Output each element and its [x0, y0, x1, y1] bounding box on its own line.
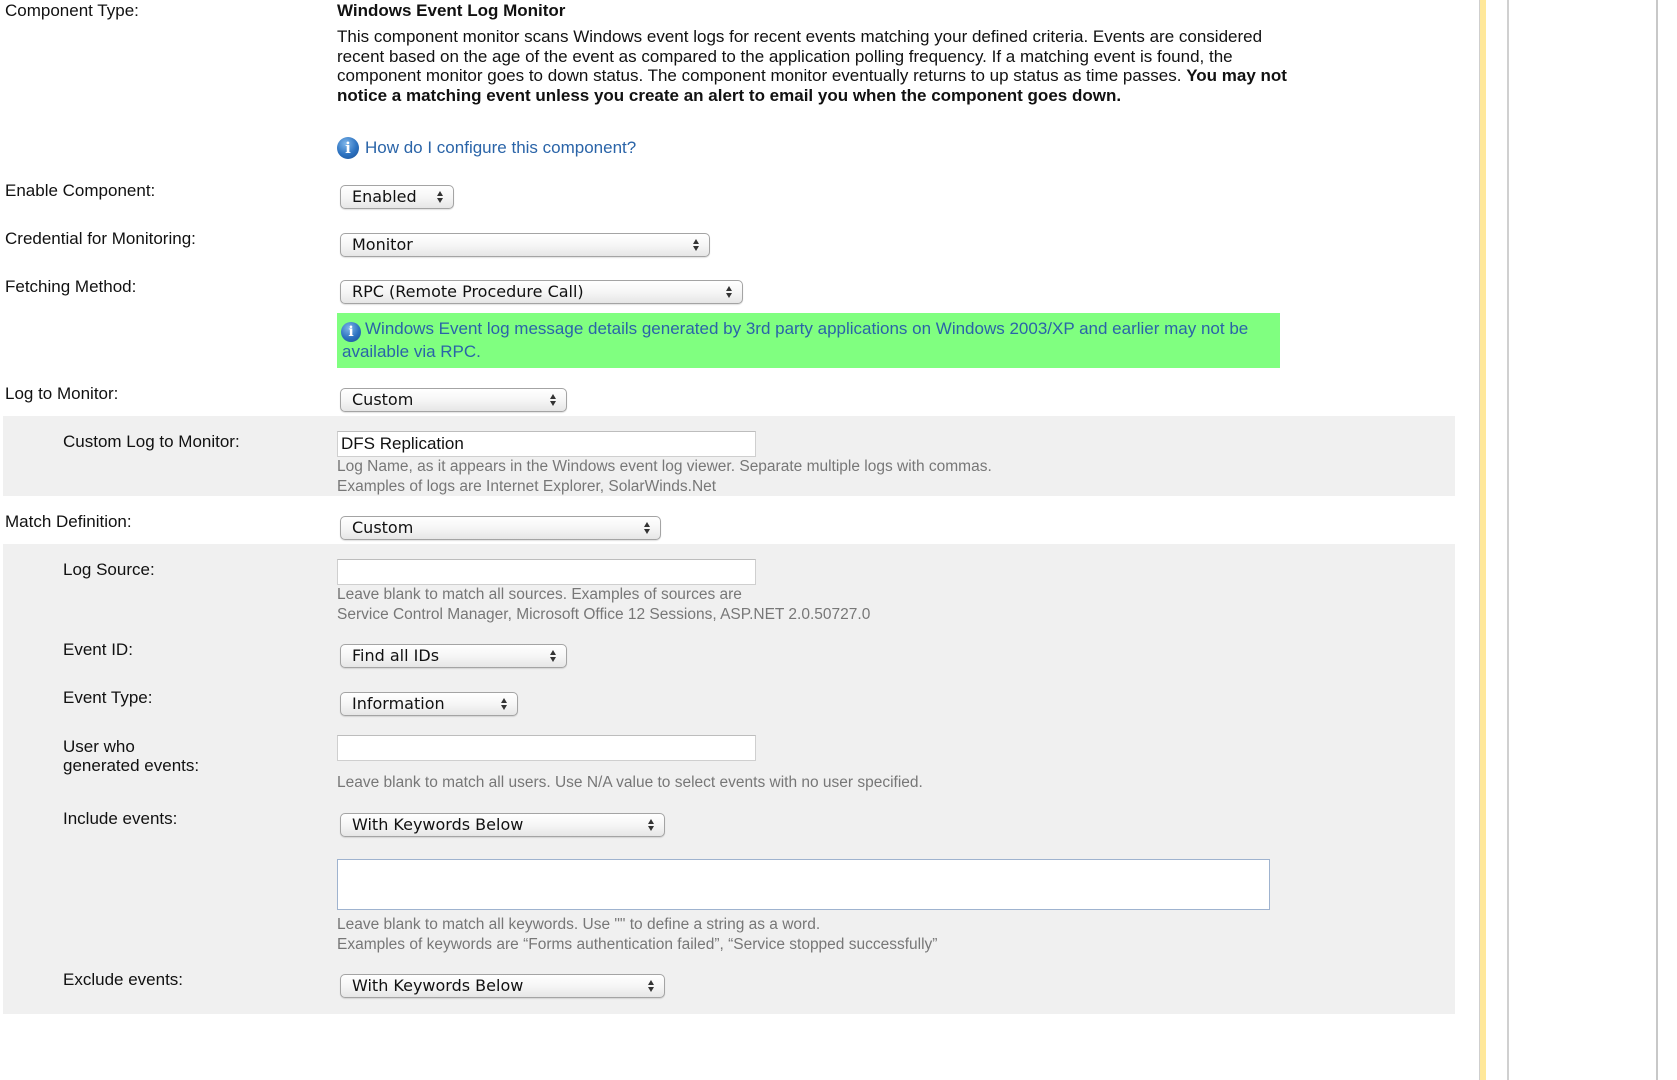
include-keywords-hint-1: Leave blank to match all keywords. Use "" to define a string as a word. — [337, 916, 821, 933]
enable-component-select[interactable] — [340, 185, 454, 209]
select-arrows-icon — [437, 190, 444, 204]
select-arrows-icon — [693, 238, 700, 252]
match-definition-value: Custom — [352, 518, 414, 537]
select-arrows-icon — [648, 818, 655, 832]
rpc-notice — [337, 313, 1280, 368]
custom-log-hint-2: Examples of logs are Internet Explorer, SolarWinds.Net — [337, 478, 717, 495]
user-input[interactable] — [337, 735, 756, 761]
component-description-warning: You may not notice a matching event unless you create an alert to email you when the component goes down. — [337, 66, 1287, 105]
event-id-select[interactable] — [340, 644, 567, 668]
component-description — [337, 27, 1287, 105]
info-icon: i — [341, 322, 361, 342]
user-hint: Leave blank to match all users. Use N/A value to select events with no user specified. — [337, 774, 923, 791]
user-label-line1: User who — [63, 737, 135, 756]
select-arrows-icon — [550, 649, 557, 663]
credential-value: Monitor — [352, 235, 413, 254]
include-keywords-hint-2: Examples of keywords are “Forms authentication failed”, “Service stopped successfully” — [337, 936, 938, 953]
custom-log-hint-1: Log Name, as it appears in the Windows event log viewer. Separate multiple logs with commas. — [337, 458, 992, 475]
fetching-method-value: RPC (Remote Procedure Call) — [352, 282, 584, 301]
log-source-hint-2: Service Control Manager, Microsoft Office 12 Sessions, ASP.NET 2.0.50727.0 — [337, 606, 871, 623]
rpc-notice-text: Windows Event log message details generated by 3rd party applications on Windows 2003/XP and earlier may not be available via RPC. — [342, 319, 1249, 361]
event-type-value: Information — [352, 694, 445, 713]
event-id-label: Event ID: — [63, 640, 133, 659]
scrollbar-track[interactable] — [1656, 0, 1658, 1080]
gutter-divider-mid — [1507, 0, 1509, 1080]
custom-log-label: Custom Log to Monitor: — [63, 432, 240, 451]
select-arrows-icon — [644, 521, 651, 535]
log-source-input[interactable] — [337, 559, 756, 585]
help-configure-link-text[interactable]: How do I configure this component? — [365, 138, 637, 157]
credential-label: Credential for Monitoring: — [5, 229, 196, 248]
match-definition-select[interactable] — [340, 516, 661, 540]
log-to-monitor-value: Custom — [352, 390, 414, 409]
gutter-highlight-bar — [1480, 0, 1486, 1080]
credential-select[interactable] — [340, 233, 710, 257]
exclude-events-select[interactable] — [340, 974, 665, 998]
component-type-title: Windows Event Log Monitor — [337, 1, 566, 20]
event-id-value: Find all IDs — [352, 646, 440, 665]
match-definition-label: Match Definition: — [5, 512, 132, 531]
select-arrows-icon — [648, 979, 655, 993]
help-configure-link[interactable] — [337, 137, 636, 159]
select-arrows-icon — [726, 285, 733, 299]
fetching-method-label: Fetching Method: — [5, 277, 137, 296]
include-events-label: Include events: — [63, 809, 178, 828]
log-source-label: Log Source: — [63, 560, 155, 579]
include-events-value: With Keywords Below — [352, 815, 524, 834]
info-icon: i — [337, 137, 359, 159]
component-type-label: Component Type: — [5, 1, 139, 20]
fetching-method-select[interactable] — [340, 280, 743, 304]
exclude-events-label: Exclude events: — [63, 970, 184, 989]
custom-log-input[interactable]: DFS Replication — [337, 431, 756, 457]
include-keywords-textarea[interactable] — [337, 859, 1270, 910]
select-arrows-icon — [501, 697, 508, 711]
log-source-hint-1: Leave blank to match all sources. Examples of sources are — [337, 586, 742, 603]
log-to-monitor-label: Log to Monitor: — [5, 384, 119, 403]
event-type-select[interactable] — [340, 692, 518, 716]
component-description-text: This component monitor scans Windows event logs for recent events matching your defined criteria. Events are considered recent based on the age of the event as compared to the application polling frequency. If a matching event is found, the component monitor goes to down status. The component monitor eventually returns to up status as time passes. — [337, 27, 1263, 85]
user-label-line2: generated events: — [63, 756, 200, 775]
select-arrows-icon — [550, 393, 557, 407]
log-to-monitor-select[interactable] — [340, 388, 567, 412]
exclude-events-value: With Keywords Below — [352, 976, 524, 995]
include-events-select[interactable] — [340, 813, 665, 837]
event-type-label: Event Type: — [63, 688, 153, 707]
enable-component-label: Enable Component: — [5, 181, 156, 200]
enable-component-value: Enabled — [352, 187, 417, 206]
